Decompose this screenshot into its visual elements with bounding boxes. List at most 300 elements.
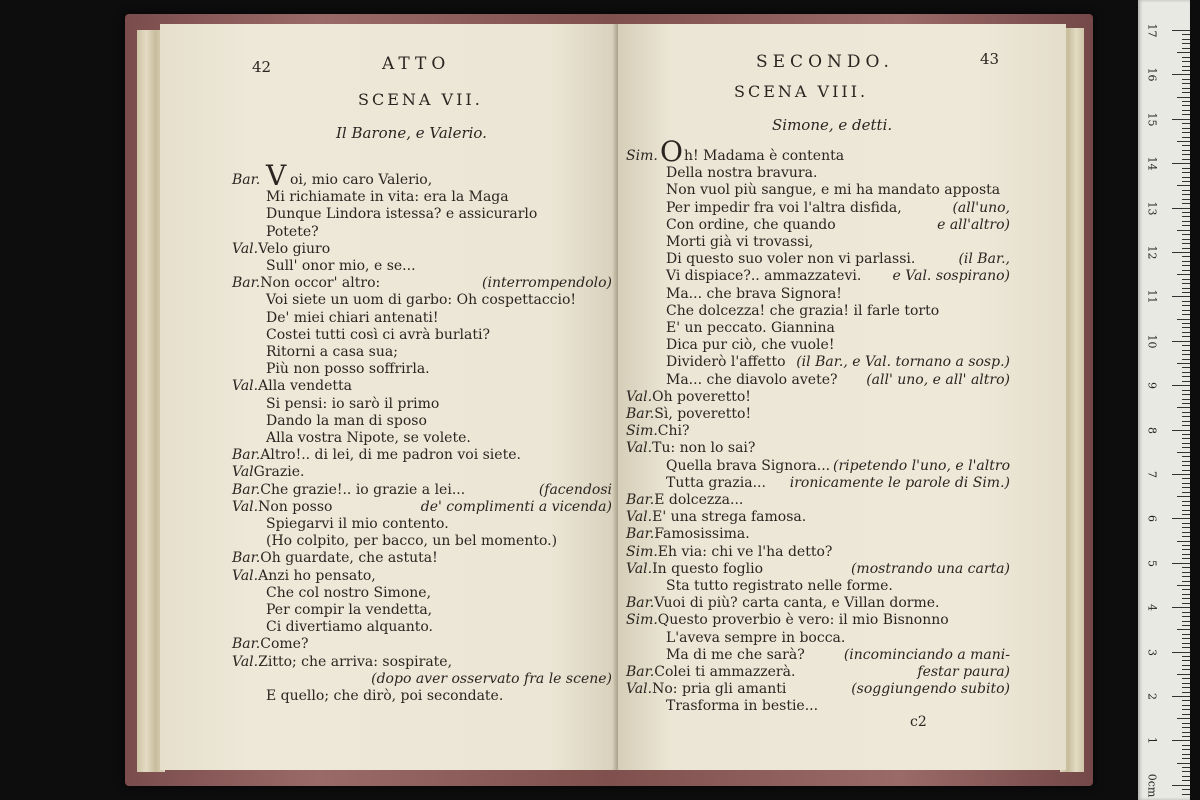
stage-direction: ironicamente le parole di Sim.)	[789, 474, 1010, 491]
ruler-tick	[1182, 594, 1190, 595]
verse-line	[626, 440, 1010, 457]
running-head: SECONDO.	[756, 52, 894, 72]
line-text: Ci divertiamo alquanto.	[266, 619, 433, 636]
line-text: Ma di me che sarà?	[666, 646, 805, 663]
verse-line	[232, 327, 612, 344]
ruler-tick	[1172, 30, 1190, 31]
line-text: Grazie.	[253, 464, 305, 481]
ruler-tick	[1182, 345, 1190, 346]
line-text: Vuoi di più? carta canta, e Villan dorme.	[654, 595, 940, 612]
measuring-ruler	[1138, 0, 1190, 800]
ruler-tick	[1182, 172, 1190, 173]
ruler-tick	[1182, 43, 1190, 44]
ruler-tick	[1182, 243, 1190, 244]
line-text: Chi?	[657, 423, 690, 440]
ruler-tick	[1177, 452, 1190, 453]
ruler-tick	[1177, 718, 1190, 719]
ruler-tick	[1182, 381, 1190, 382]
line-text: Non posso	[258, 498, 333, 515]
ruler-tick	[1182, 767, 1190, 768]
ruler-tick	[1182, 589, 1190, 590]
ruler-tick	[1182, 421, 1190, 422]
ruler-tick	[1182, 83, 1190, 84]
ruler-tick	[1182, 234, 1190, 235]
verse-line	[626, 268, 1010, 285]
ruler-tick	[1182, 647, 1190, 648]
ruler-tick	[1182, 558, 1190, 559]
verse-line	[232, 636, 612, 653]
ruler-tick	[1182, 34, 1190, 35]
line-text: De' miei chiari antenati!	[266, 309, 439, 326]
verse-line	[626, 612, 1010, 629]
ruler-tick	[1182, 292, 1190, 293]
ruler-tick	[1182, 683, 1190, 684]
line-text: L'aveva sempre in bocca.	[666, 629, 846, 646]
verse-line	[232, 396, 612, 413]
verse-line	[232, 258, 612, 275]
verse-line	[232, 310, 612, 327]
ruler-tick	[1182, 159, 1190, 160]
ruler-tick	[1172, 385, 1190, 386]
drop-cap: V	[266, 159, 287, 192]
ruler-tick	[1182, 665, 1190, 666]
ruler-tick	[1182, 248, 1190, 249]
line-text: Morti già vi trovassi,	[666, 234, 814, 250]
speaker-name: Val.	[232, 653, 259, 670]
ruler-tick	[1182, 705, 1190, 706]
stage-direction: (il Bar., e Val. tornano a sosp.)	[796, 354, 1010, 371]
line-text: Ritorni a casa sua;	[266, 344, 398, 360]
line-text: Tutta grazia...	[666, 474, 766, 491]
line-text: Sull' onor mio, e se...	[266, 258, 416, 274]
line-text: No: pria gli amanti	[652, 681, 787, 698]
verse-line	[232, 619, 612, 636]
line-text: Costei tutti così ci avrà burlati?	[266, 326, 490, 343]
ruler-tick	[1177, 674, 1190, 675]
verse-line	[626, 509, 1010, 526]
ruler-tick	[1182, 492, 1190, 493]
verse-line	[232, 688, 612, 705]
ruler-tick	[1182, 359, 1190, 360]
line-text: Zitto; che arriva: sospirate,	[258, 653, 453, 670]
ruler-tick	[1172, 652, 1190, 653]
ruler-label: 2	[1145, 693, 1159, 700]
ruler-tick	[1172, 74, 1190, 75]
ruler-tick	[1182, 638, 1190, 639]
stage-direction: (incominciando a mani-	[843, 646, 1010, 663]
speaker-name: Val.	[232, 378, 259, 395]
ruler-tick	[1182, 625, 1190, 626]
verse-line	[626, 578, 1010, 595]
ruler-label: 8	[1145, 426, 1159, 434]
ruler-tick	[1182, 687, 1190, 688]
ruler-tick	[1182, 288, 1190, 289]
ruler-tick	[1182, 598, 1190, 599]
verse-line	[232, 224, 612, 241]
stage-direction: (dopo aver osservato fra le scene)	[371, 670, 612, 687]
ruler-tick	[1182, 470, 1190, 471]
ruler-tick	[1177, 496, 1190, 497]
speaker-name: Sim.	[626, 148, 658, 164]
ruler-tick	[1182, 57, 1190, 58]
verse-line	[626, 286, 1010, 303]
stage-direction: (all'uno,	[952, 199, 1010, 216]
ruler-tick	[1182, 203, 1190, 204]
page-number: 42	[252, 58, 272, 76]
line-text: Eh via: chi ve l'ha detto?	[657, 543, 833, 560]
ruler-tick	[1182, 700, 1190, 701]
ruler-tick	[1182, 438, 1190, 439]
ruler-tick	[1182, 758, 1190, 759]
verse-line	[626, 681, 1010, 698]
stage-direction: (mostrando una carta)	[850, 560, 1010, 577]
ruler-tick	[1182, 221, 1190, 222]
speaker-name: Val.	[626, 388, 653, 405]
ruler-tick	[1182, 216, 1190, 217]
line-text: Colei ti ammazzerà.	[654, 664, 796, 680]
ruler-tick	[1182, 536, 1190, 537]
verse-line	[626, 544, 1010, 561]
line-text: Sta tutto registrato nelle forme.	[666, 578, 893, 594]
ruler-tick	[1182, 487, 1190, 488]
ruler-tick	[1182, 794, 1190, 795]
verse-line	[232, 550, 612, 567]
ruler-tick	[1182, 425, 1190, 426]
line-text: Vi dispiace?.. ammazzatevi.	[666, 268, 862, 285]
verse-line	[232, 516, 612, 533]
speaker-name: Val.	[626, 509, 653, 526]
ruler-tick	[1182, 501, 1190, 502]
ruler-tick	[1182, 789, 1190, 790]
line-text: Famosissima.	[654, 526, 750, 543]
ruler-tick	[1182, 727, 1190, 728]
line-text: Anzi ho pensato,	[258, 567, 376, 584]
speaker-name: Bar.	[626, 664, 655, 680]
verse-line	[626, 217, 1010, 234]
line-text: Oh guardate, che astuta!	[260, 550, 438, 567]
line-text: Potete?	[266, 223, 319, 240]
stage-direction: e all'altro)	[937, 216, 1010, 233]
ruler-tick	[1182, 634, 1190, 635]
scene-title: SCENA VIII.	[734, 82, 869, 101]
line-text: Più non posso soffrirla.	[266, 361, 430, 378]
ruler-tick	[1172, 296, 1190, 297]
ruler-tick	[1182, 336, 1190, 337]
line-text: Ma... che diavolo avete?	[666, 371, 838, 388]
ruler-tick	[1182, 177, 1190, 178]
verse-line	[626, 200, 1010, 217]
verse-line	[626, 320, 1010, 337]
ruler-label: 12	[1145, 245, 1159, 260]
ruler-tick	[1182, 128, 1190, 129]
stage-direction: (facendosi	[538, 481, 612, 498]
line-text: Dividerò l'affetto	[666, 354, 786, 371]
line-text: Tu: non lo sai?	[652, 440, 756, 457]
verse-line	[626, 647, 1010, 664]
ruler-tick	[1182, 714, 1190, 715]
ruler-tick	[1182, 549, 1190, 550]
verse-line	[626, 664, 1010, 681]
line-text: Mi richiamate in vita: era la Maga	[266, 189, 509, 206]
stage-direction: (interrompendolo)	[482, 275, 612, 292]
ruler-tick	[1172, 607, 1190, 608]
scene-title: SCENA VII.	[358, 90, 483, 109]
ruler-tick	[1177, 141, 1190, 142]
ruler-tick	[1182, 283, 1190, 284]
verse-line	[626, 135, 1010, 168]
ruler-label: 11	[1145, 289, 1159, 304]
verse-line	[626, 165, 1010, 182]
verse-line	[232, 206, 612, 223]
ruler-tick	[1182, 390, 1190, 391]
verse-line	[232, 159, 612, 192]
verse-line	[232, 499, 612, 516]
ruler-tick	[1182, 709, 1190, 710]
verse-line	[232, 275, 612, 292]
ruler-tick	[1182, 736, 1190, 737]
ruler-label: 9	[1145, 382, 1159, 390]
verse-line	[232, 413, 612, 430]
line-text: Trasforma in bestie...	[666, 698, 819, 715]
line-text: h! Madama è contenta	[684, 148, 845, 164]
ruler-tick	[1182, 256, 1190, 257]
ruler-label: 1	[1145, 737, 1159, 745]
stage-direction: (ripetendo l'uno, e l'altro	[833, 457, 1010, 474]
ruler-tick	[1182, 265, 1190, 266]
ruler-tick	[1177, 629, 1190, 630]
right-page	[618, 24, 1066, 770]
line-text: Per impedir fra voi l'altra disfida,	[666, 199, 902, 216]
ruler-tick	[1177, 763, 1190, 764]
ruler-tick	[1182, 416, 1190, 417]
line-text: Non vuol più sangue, e mi ha mandato apposta	[666, 182, 1001, 199]
ruler-tick	[1182, 270, 1190, 271]
line-text: Spiegarvi il mio contento.	[266, 516, 449, 532]
verse-line	[626, 337, 1010, 354]
ruler-tick	[1182, 443, 1190, 444]
ruler-tick	[1182, 434, 1190, 435]
ruler-tick	[1182, 194, 1190, 195]
ruler-tick	[1177, 185, 1190, 186]
verse-line	[232, 602, 612, 619]
running-head: ATTO	[382, 54, 451, 74]
ruler-tick	[1182, 332, 1190, 333]
line-text: Dando la man di sposo	[266, 412, 427, 429]
verse-line	[232, 671, 612, 688]
ruler-tick	[1182, 88, 1190, 89]
ruler-tick	[1182, 48, 1190, 49]
verse-line	[626, 595, 1010, 612]
ruler-tick	[1182, 372, 1190, 373]
left-page	[160, 24, 618, 770]
speaker-name: Sim.	[626, 423, 658, 440]
ruler-tick	[1182, 199, 1190, 200]
ruler-tick	[1182, 239, 1190, 240]
verse-line	[626, 182, 1010, 199]
ruler-tick	[1182, 656, 1190, 657]
line-text: E quello; che dirò, poi secondate.	[266, 688, 504, 704]
scene-cast: Il Barone, e Valerio.	[336, 124, 487, 142]
ruler-tick	[1182, 327, 1190, 328]
line-text: Con ordine, che quando	[666, 216, 836, 233]
ruler-tick	[1182, 643, 1190, 644]
verse-line	[626, 354, 1010, 371]
line-text: Ma... che brava Signora!	[666, 285, 842, 302]
ruler-tick	[1182, 523, 1190, 524]
ruler-tick	[1182, 749, 1190, 750]
ruler-tick	[1182, 181, 1190, 182]
ruler-label: 16	[1145, 67, 1159, 82]
ruler-tick	[1182, 154, 1190, 155]
ruler-tick	[1182, 678, 1190, 679]
verse-line	[626, 698, 1010, 715]
line-text: Alla vostra Nipote, se volete.	[266, 430, 471, 446]
ruler-tick	[1182, 310, 1190, 311]
stage-direction: (soggiungendo subito)	[851, 681, 1010, 698]
verse-line	[232, 447, 612, 464]
ruler-tick	[1172, 119, 1190, 120]
verse-line	[626, 458, 1010, 475]
scene-cast: Simone, e detti.	[772, 116, 893, 134]
line-text: Che dolcezza! che grazia! il farle torto	[666, 302, 940, 319]
ruler-tick	[1182, 323, 1190, 324]
ruler-tick	[1182, 132, 1190, 133]
ruler-tick	[1182, 545, 1190, 546]
verse-line	[626, 423, 1010, 440]
line-text: Alla vendetta	[258, 378, 353, 395]
verse-line	[232, 378, 612, 395]
speaker-name: Bar.	[232, 275, 261, 292]
ruler-label: 10	[1145, 334, 1159, 349]
ruler-tick	[1177, 407, 1190, 408]
verse-line	[232, 464, 612, 481]
line-text: (Ho colpito, per bacco, un bel momento.)	[266, 533, 558, 550]
stage-direction: de' complimenti a vicenda)	[420, 498, 612, 515]
speaker-name: Bar.	[626, 492, 655, 508]
verse-line	[232, 241, 612, 258]
ruler-tick	[1182, 572, 1190, 573]
ruler-tick	[1182, 447, 1190, 448]
ruler-tick	[1172, 563, 1190, 564]
ruler-tick	[1182, 465, 1190, 466]
ruler-tick	[1182, 780, 1190, 781]
verse-line	[232, 292, 612, 309]
drop-cap: O	[660, 135, 683, 168]
ruler-label: 17	[1145, 23, 1159, 38]
ruler-tick	[1182, 70, 1190, 71]
ruler-tick	[1182, 527, 1190, 528]
ruler-tick	[1182, 114, 1190, 115]
ruler-tick	[1172, 740, 1190, 741]
ruler-label: 6	[1145, 515, 1159, 523]
line-text: Altro!.. di lei, di me padron voi siete.	[260, 447, 521, 464]
ruler-tick	[1177, 541, 1190, 542]
ruler-tick	[1177, 52, 1190, 53]
speaker-name: Sim.	[626, 612, 658, 629]
line-text: Dica pur ciò, che vuole!	[666, 337, 835, 354]
stage-direction: (il Bar.,	[958, 251, 1010, 268]
ruler-tick	[1182, 745, 1190, 746]
ruler-label: 5	[1145, 559, 1159, 567]
ruler-tick	[1182, 616, 1190, 617]
speaker-name: Bar.	[232, 447, 261, 464]
ruler-label: 3	[1145, 648, 1159, 656]
line-text: Come?	[260, 636, 309, 653]
ruler-tick	[1182, 123, 1190, 124]
ruler-tick	[1182, 354, 1190, 355]
ruler-tick	[1182, 576, 1190, 577]
line-text: Questo proverbio è vero: il mio Bisnonno	[657, 612, 949, 629]
ruler-tick	[1182, 137, 1190, 138]
ruler-tick	[1182, 514, 1190, 515]
speaker-name: Val.	[232, 240, 259, 257]
stage-direction: e Val. sospirano)	[892, 268, 1010, 285]
verse-line	[626, 389, 1010, 406]
speaker-name: Bar.	[626, 595, 655, 612]
verse-line	[626, 303, 1010, 320]
ruler-tick	[1172, 474, 1190, 475]
ruler-tick	[1172, 208, 1190, 209]
ruler-tick	[1182, 776, 1190, 777]
speaker-name: Bar.	[232, 636, 261, 653]
ruler-tick	[1182, 92, 1190, 93]
ruler-tick	[1182, 279, 1190, 280]
verse-line	[626, 630, 1010, 647]
ruler-tick	[1182, 110, 1190, 111]
speaker-name: Bar.	[232, 550, 261, 567]
line-text: Velo giuro	[258, 240, 331, 257]
verse-line	[626, 372, 1010, 389]
ruler-tick	[1177, 585, 1190, 586]
ruler-tick	[1177, 319, 1190, 320]
ruler-tick	[1182, 145, 1190, 146]
ruler-tick	[1182, 581, 1190, 582]
ruler-label: 4	[1145, 604, 1159, 612]
line-text: Dunque Lindora istessa? e assicurarlo	[266, 206, 538, 223]
line-text: Che grazie!.. io grazie a lei...	[260, 481, 466, 498]
speaker-name: Sim.	[626, 543, 658, 560]
verse-line	[626, 251, 1010, 268]
speaker-name: Val.	[626, 440, 653, 457]
ruler-tick	[1182, 403, 1190, 404]
ruler-tick	[1182, 39, 1190, 40]
line-text: E dolcezza...	[654, 492, 744, 508]
ruler-tick	[1182, 754, 1190, 755]
line-text: Per compir la vendetta,	[266, 602, 433, 618]
ruler-label: 13	[1145, 201, 1159, 216]
verse-line	[626, 234, 1010, 251]
verse-line	[232, 585, 612, 602]
ruler-tick	[1182, 532, 1190, 533]
ruler-tick	[1182, 692, 1190, 693]
verse-line	[232, 482, 612, 499]
line-text: Quella brava Signora...	[666, 457, 831, 474]
line-text: Di questo suo voler non vi parlassi.	[666, 251, 916, 268]
ruler-tick	[1182, 261, 1190, 262]
line-text: E' una strega famosa.	[652, 509, 807, 526]
ruler-tick	[1182, 510, 1190, 511]
ruler-tick	[1182, 61, 1190, 62]
ruler-tick	[1182, 105, 1190, 106]
ruler-label: 14	[1145, 156, 1159, 171]
line-text: Voi siete un uom di garbo: Oh cospettaccio!	[266, 292, 577, 309]
speaker-name: Bar.	[232, 172, 261, 188]
line-text: Sì, poveretto!	[654, 406, 752, 422]
ruler-tick	[1182, 376, 1190, 377]
ruler-tick	[1182, 621, 1190, 622]
ruler-tick	[1182, 660, 1190, 661]
ruler-label: 7	[1145, 471, 1159, 478]
